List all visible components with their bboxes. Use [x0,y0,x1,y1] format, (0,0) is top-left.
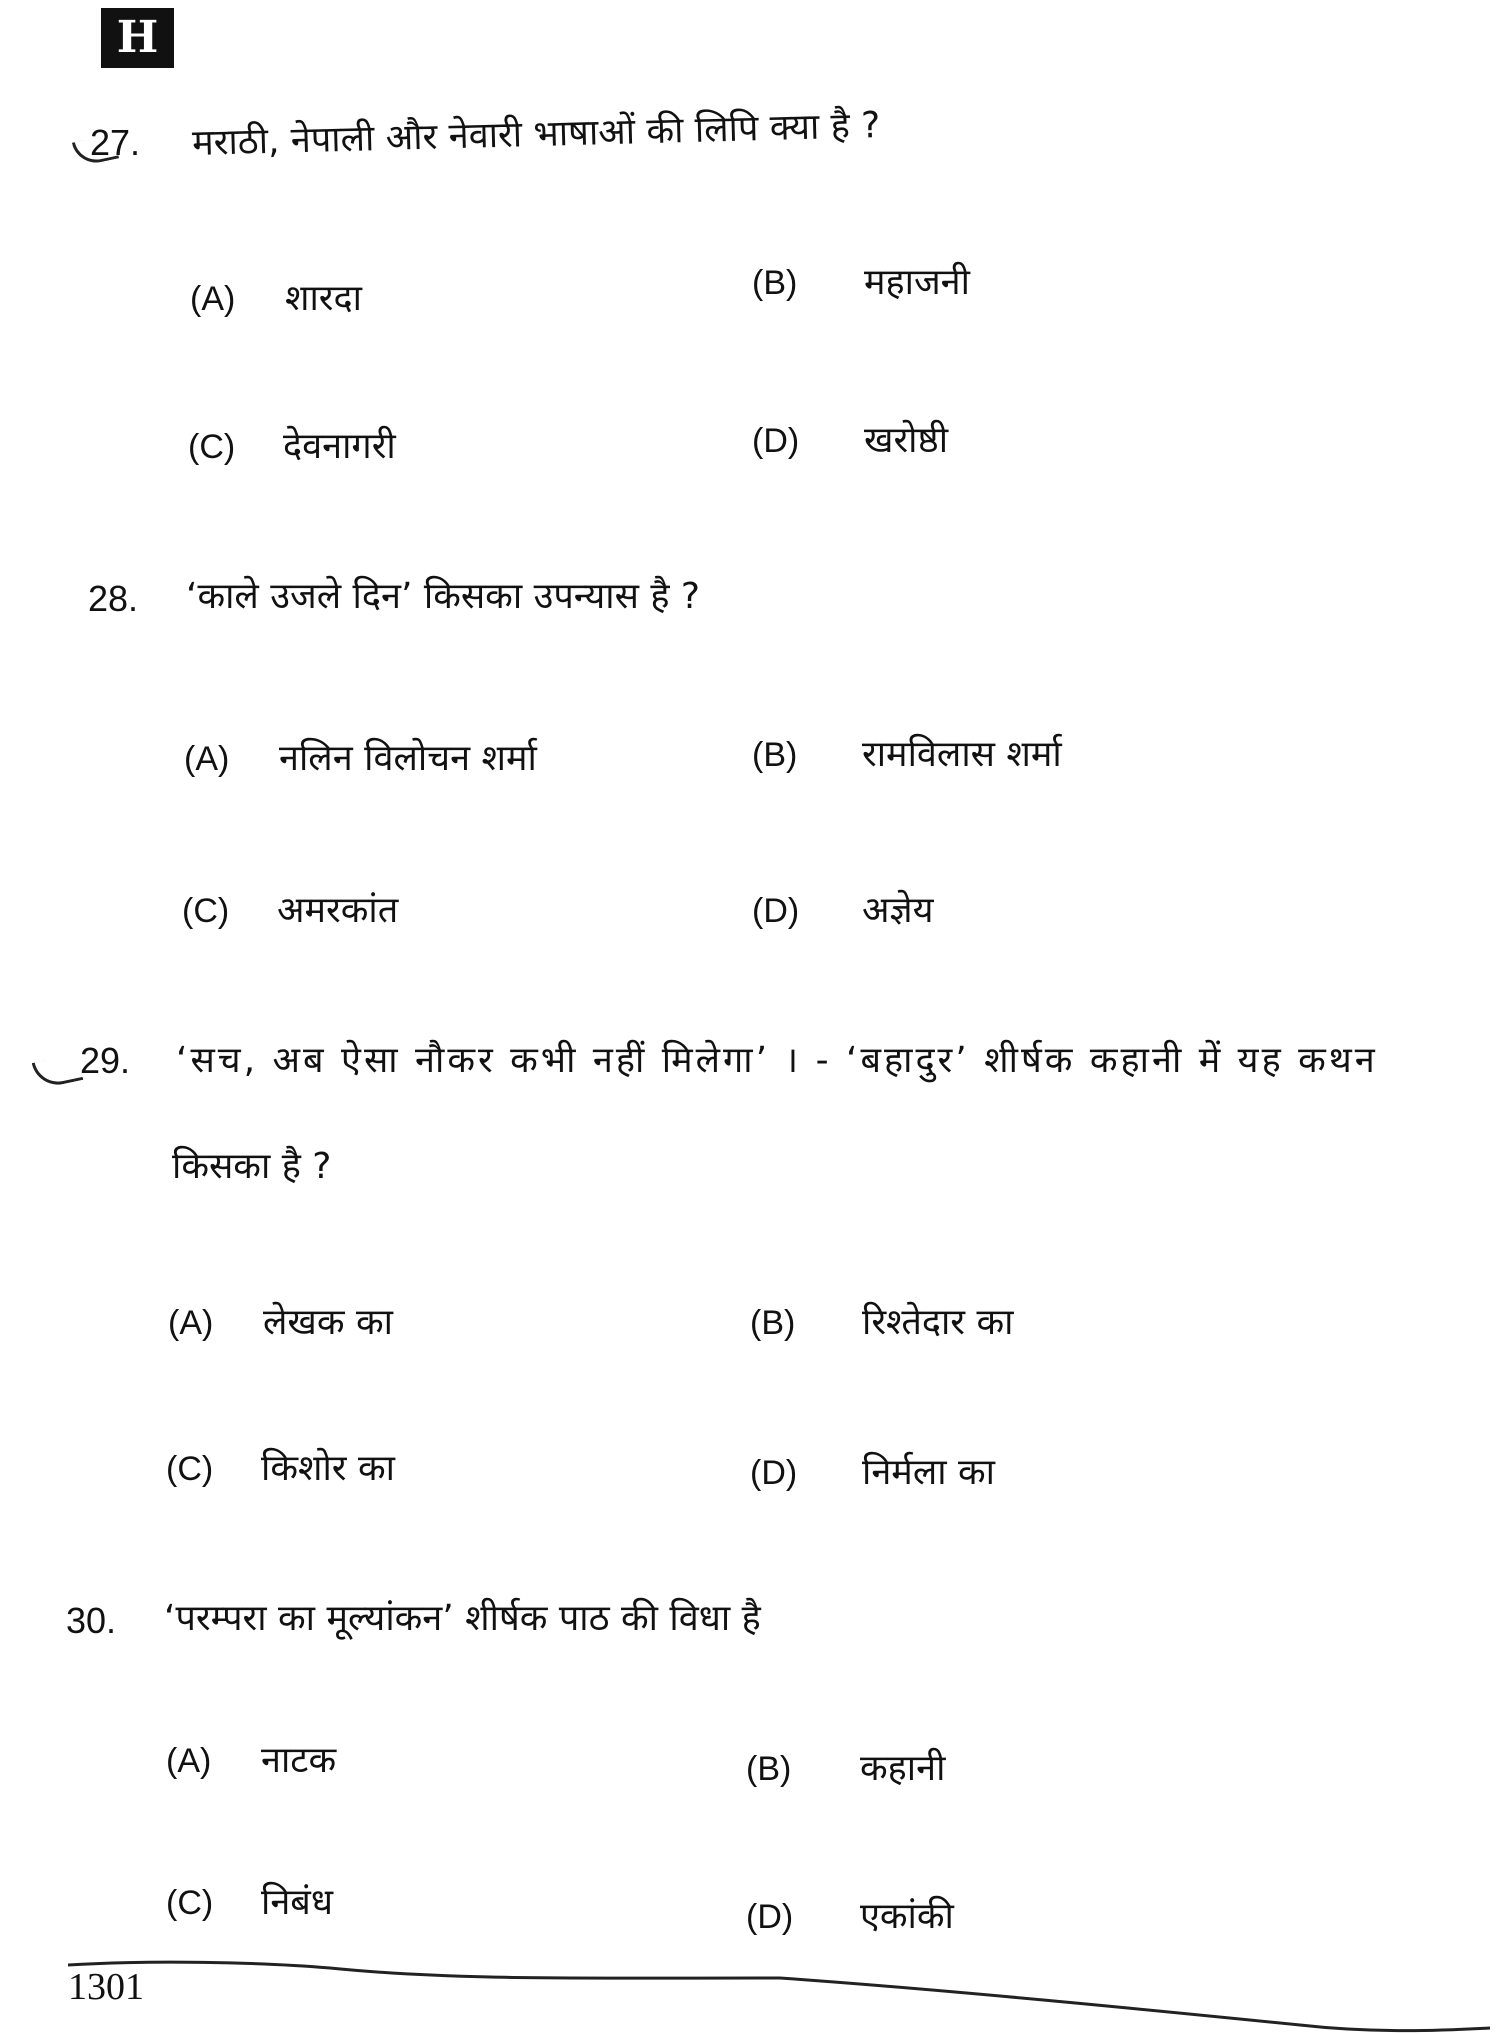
option-label: (D) [746,1898,794,1936]
option-text: महाजनी [864,262,970,303]
option-label: (C) [182,892,230,930]
option-label: (C) [166,1450,214,1488]
option-text: किशोर का [261,1448,395,1489]
paper-code: 1301 [68,1966,144,2008]
option-label: (C) [166,1884,214,1922]
question-number: 28. [88,578,139,619]
option-text: निबंध [261,1882,334,1923]
option-label: (B) [752,736,798,774]
option-text: नलिन विलोचन शर्मा [279,738,537,779]
option-label: (D) [752,422,800,460]
option-text: देवनागरी [283,426,396,467]
option-text: निर्मला का [862,1452,995,1493]
option-text: खरोष्ठी [864,420,949,461]
option-label: (B) [752,264,798,302]
option-text: शारदा [285,278,362,319]
option-label: (D) [750,1454,798,1492]
option-label: (A) [168,1304,214,1342]
set-code-badge: H [101,8,174,68]
question-text: ‘परम्परा का मूल्यांकन’ शीर्षक पाठ की विधा है [164,1598,761,1639]
question-number: 29. [80,1040,131,1081]
option-label: (C) [188,428,236,466]
option-label: (B) [746,1750,792,1788]
option-text: रामविलास शर्मा [862,734,1062,775]
question-text-line-2: किसका है ? [172,1146,332,1187]
question-text: मराठी, नेपाली और नेवारी भाषाओं की लिपि क्या है ? [191,104,881,165]
option-label: (A) [166,1742,212,1780]
option-text: एकांकी [860,1896,954,1937]
question-text-line-1: ‘सच, अब ऐसा नौकर कभी नहीं मिलेगा’ । - ‘बहादुर’ शीर्षक कहानी में यह कथन [176,1040,1378,1081]
question-number: 30. [66,1600,117,1641]
option-text: अज्ञेय [862,890,934,931]
option-text: कहानी [860,1748,946,1789]
question-text: ‘काले उजले दिन’ किसका उपन्यास है ? [186,576,701,617]
option-text: लेखक का [263,1302,393,1343]
option-label: (A) [184,740,230,778]
question-number: 27. [90,122,141,163]
option-text: रिश्तेदार का [862,1302,1014,1343]
option-text: अमरकांत [277,890,399,931]
option-label: (A) [190,280,236,318]
option-text: नाटक [261,1740,337,1781]
option-label: (D) [752,892,800,930]
option-label: (B) [750,1304,796,1342]
